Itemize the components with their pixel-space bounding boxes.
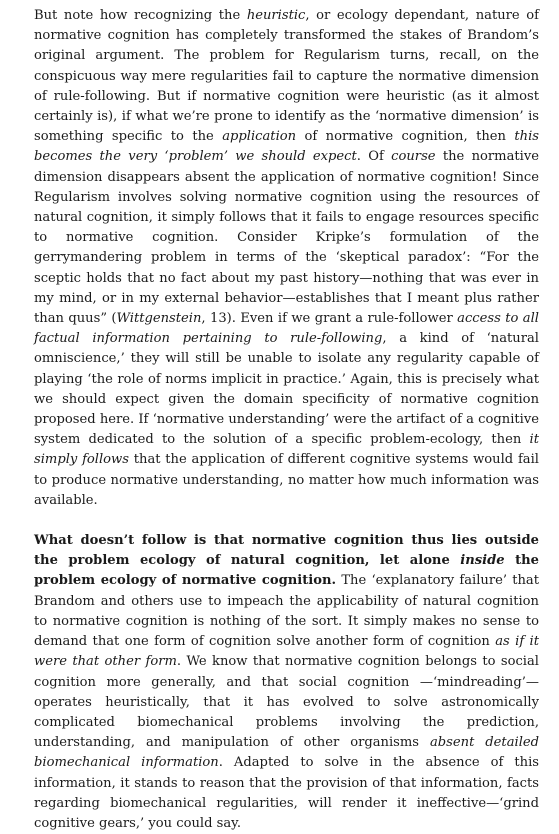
text-segment: that the application of different cognitive systems would fail to produce normative understanding, no matter how much information was available. [34,452,539,508]
text-segment: the problem ecology of normative cognition. [34,553,539,589]
text-segment: But note how recognizing the [34,8,247,23]
text-segment: of normative cognition, then [296,129,515,145]
text-segment: , 13). Even if we grant a rule-follower [201,311,458,327]
text-segment: Wittgenstein [116,311,202,327]
paragraph-explanatory-failure [34,531,539,834]
text-segment: What doesn’t follow is that normative cognition thus lies outside the problem ecology of natural cognition, let alone [34,533,539,569]
text-segment: . We know that normative cognition belongs to social cognition more generally, and that social cognition —‘mindreading’—operates heuristically, that it has evolved to solve astronomically complicated biomechanical problems involving the prediction, understanding, and manipulation of other organisms [34,654,539,751]
text-segment: course [391,149,436,165]
text-segment: access to all factual information pertaining to rule-following [34,311,539,347]
text-segment: . Adapted to solve in the absence of this information, it stands to reason that the provision of that information, facts regarding biomechanical regularities, will render it ineffective—‘grind cognitive gears,’ you could say. [34,755,539,831]
text-segment: inside [460,553,505,569]
text-segment: , or ecology dependant, nature of normative cognition has completely transformed the stakes of Brandom’s original argument. The problem for Regularism turns, recall, on the conspicuous way mere regularities fail to capture the normative dimension of rule-following. But if normative cognition were heuristic (as it almost certainly is), if what we’re prone to identify as the ‘normative dimension’ is something specific to the [34,8,539,145]
text-segment: heuristic [246,8,306,23]
paragraph-regularism [34,6,539,511]
text-segment: , a kind of ‘natural omniscience,’ they will still be unable to isolate any regularity capable of playing ‘the role of norms implicit in practice.’ Again, this is precisely what we should expect given the domain specificity of normative cognition proposed here. If ‘normative understanding’ were the artifact of a cognitive system dedicated to the solution of a specific problem-ecology, then [34,331,539,448]
text-segment: . Of [356,149,392,165]
text-segment: it simply follows [34,432,539,468]
text-segment: this becomes the very ‘problem’ we should expect [34,129,539,165]
text-segment: absent detailed biomechanical information [34,735,540,771]
text-segment: as if it were that other form [34,634,539,670]
text-segment: application [222,129,297,145]
text-segment: the normative dimension disappears absent the application of normative cognition! Since Regularism involves solving normative cognition using the resources of natural cognition, it simply follows that it fails to engage resources specific to normative cognition. Consider Kripke’s formulation of the gerrymandering problem in terms of the ‘skeptical paradox’: “For the sceptic holds that no fact about my past history—nothing that was ever in my mind, or in my external behavior—establishes that I meant plus rather than quus” ( [34,149,540,327]
text-segment: The ‘explanatory failure’ that Brandom and others use to impeach the applicability of natural cognition to normative cognition is nothing of the sort. It simply makes no sense to demand that one form of cognition solve another form of cognition [34,573,539,650]
